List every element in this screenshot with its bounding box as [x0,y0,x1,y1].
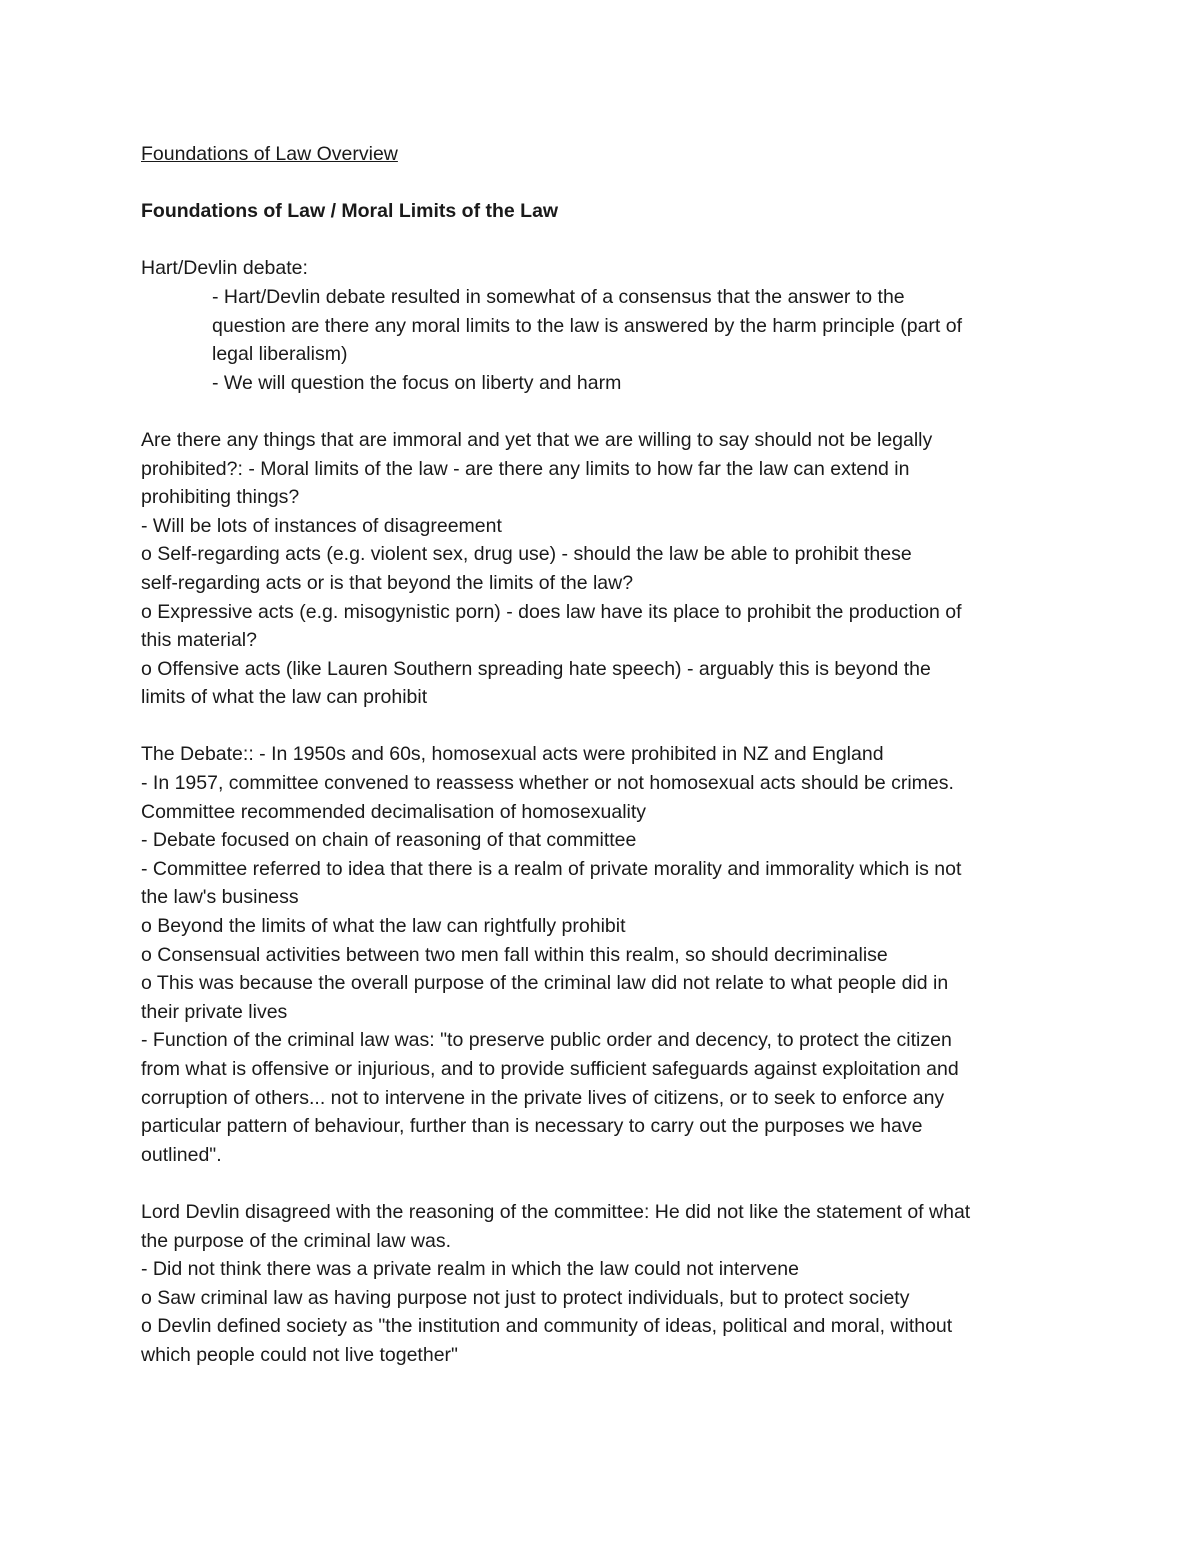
text-line: o Self-regarding acts (e.g. violent sex, drug use) - should the law be able to prohibit these [141,543,912,566]
paragraph-gap [141,1169,1071,1198]
text-line: self-regarding acts or is that beyond the limits of the law? [141,571,634,594]
text-line: legal liberalism) [212,343,348,366]
text-line: o Saw criminal law as having purpose not just to protect individuals, but to protect society [141,1286,910,1309]
text-line: from what is offensive or injurious, and to provide sufficient safeguards against exploitation and [141,1058,959,1080]
text-line: o Expressive acts (e.g. misogynistic porn) - does law have its place to prohibit the production of [141,600,962,623]
text-line: - We will question the focus on liberty and harm [212,371,622,394]
text-line: Committee recommended decimalisation of homosexuality [141,800,647,823]
text-line: - Did not think there was a private realm in which the law could not intervene [141,1258,799,1281]
text-line: the law's business [141,886,299,909]
text-line: o Beyond the limits of what the law can rightfully prohibit [141,915,626,938]
text-line: o Consensual activities between two men fall within this realm, so should decriminalise [141,943,888,966]
text-line: outlined". [141,1143,222,1166]
section-the-debate [141,740,1071,1169]
text-line: - Committee referred to idea that there is a realm of private morality and immorality which is not [141,857,962,880]
document-title: Foundations of Law Overview [141,143,398,165]
text-line: o This was because the overall purpose of the criminal law did not relate to what people did in [141,972,949,995]
text-line: their private lives [141,1000,288,1023]
text-line: - In 1957, committee convened to reassess whether or not homosexual acts should be crimes. [141,772,954,795]
text-line: o Offensive acts (like Lauren Southern spreading hate speech) - arguably this is beyond the [141,657,931,680]
text-line: Lord Devlin disagreed with the reasoning of the committee: He did not like the statement of what [141,1200,971,1223]
section-hart-devlin [141,254,1071,397]
text-line: limits of what the law can prohibit [141,686,428,709]
section-label: Hart/Devlin debate: [141,257,308,280]
document-page [141,140,1071,1370]
text-line: - Function of the criminal law was: "to preserve public order and decency, to protect the citizen [141,1029,952,1052]
text-line: - Debate focused on chain of reasoning of that committee [141,829,637,852]
text-line: Are there any things that are immoral and yet that we are willing to say should not be legally [141,428,933,451]
document-heading: Foundations of Law / Moral Limits of the Law [141,200,559,223]
text-line: particular pattern of behaviour, further than is necessary to carry out the purposes we have [141,1115,923,1138]
text-line: prohibiting things? [141,486,300,509]
text-line: the purpose of the criminal law was. [141,1229,451,1252]
text-line: o Devlin defined society as "the institution and community of ideas, political and moral, without [141,1315,953,1338]
paragraph-gap [141,712,1071,741]
text-line: - Hart/Devlin debate resulted in somewhat of a consensus that the answer to the [212,285,905,308]
text-line: The Debate:: - In 1950s and 60s, homosexual acts were prohibited in NZ and England [141,743,884,766]
text-line: prohibited?: - Moral limits of the law - are there any limits to how far the law can extend in [141,457,910,480]
text-line: question are there any moral limits to the law is answered by the harm principle (part of [212,314,963,337]
text-line: this material? [141,629,257,652]
section-moral-limits [141,426,1071,712]
text-line: corruption of others... not to intervene in the private lives of citizens, or to seek to enforce any [141,1086,945,1109]
text-line: which people could not live together" [141,1343,458,1366]
section-lord-devlin [141,1198,1071,1370]
text-line: - Will be lots of instances of disagreement [141,514,502,537]
paragraph-gap [141,397,1071,426]
